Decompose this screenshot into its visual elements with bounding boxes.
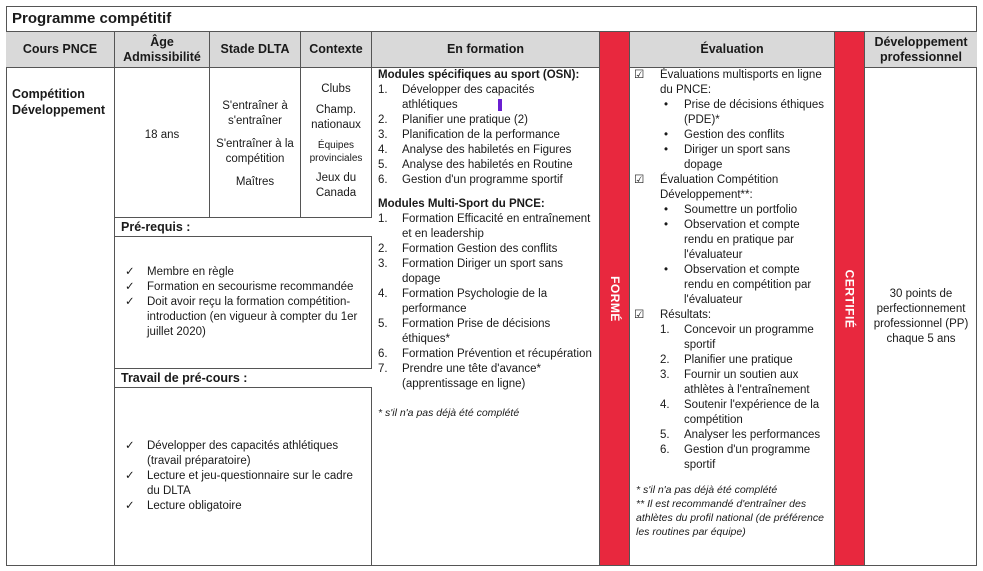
list-item: 1. Développer des capacités athlétiques — [378, 84, 535, 111]
osn-title: Modules spécifiques au sport (OSN): — [378, 69, 580, 81]
list-item: • Soumettre un portfolio — [664, 204, 798, 216]
contexte-item: Champ. nationaux — [311, 104, 361, 131]
prereq-title: Pré-requis : — [115, 218, 372, 237]
list-item: ☑ Résultats: — [634, 309, 712, 321]
age-cell — [115, 68, 210, 218]
list-item: 6. Formation Prévention et récupération — [378, 348, 592, 360]
list-item: 6. Gestion d'un programme sportif — [378, 174, 563, 186]
list-item: 5. Analyse des habiletés en Routine — [378, 159, 573, 171]
certifie-band — [835, 32, 865, 566]
check-icon: ✓ — [125, 440, 135, 452]
header-evaluation: Évaluation — [630, 32, 835, 68]
stade-item: Maîtres — [235, 176, 275, 188]
header-developpement: Développement professionnel — [865, 32, 977, 68]
list-item: 4. Soutenir l'expérience de la compétition — [660, 399, 820, 426]
list-item: 4. Analyse des habiletés en Figures — [378, 144, 572, 156]
list-item: 3. Formation Diriger un sport sans dopage — [378, 258, 564, 285]
stade-cell — [210, 68, 301, 218]
list-item: ☑ Évaluations multisports en ligne du PNCE: — [634, 69, 822, 96]
header-stade: Stade DLTA — [210, 32, 301, 68]
list-item: 3. Planification de la performance — [378, 129, 560, 141]
list-item: 4. Formation Psychologie de la performance — [378, 288, 548, 315]
list-item: ✓ Lecture et jeu-questionnaire sur le cadre du DLTA — [125, 470, 353, 497]
cours-name: Compétition Développement — [12, 87, 106, 117]
evaluation-note-1: * s'il n'a pas déjà été complété — [636, 484, 778, 496]
precours-list — [115, 388, 372, 566]
list-item: 1. Concevoir un programme sportif — [660, 324, 814, 351]
list-item: 5. Analyser les performances — [660, 429, 821, 441]
list-item: ✓ Membre en règle — [125, 266, 234, 278]
header-contexte: Contexte — [301, 32, 372, 68]
list-item: • Gestion des conflits — [664, 129, 785, 141]
checkbox-icon: ☑ — [634, 69, 645, 81]
header-age: Âge Admissibilité — [115, 32, 210, 68]
check-icon: ✓ — [125, 500, 135, 512]
text-cursor-icon — [498, 99, 502, 111]
list-item: ✓ Formation en secourisme recommandée — [125, 281, 354, 293]
list-item: • Diriger un sport sans dopage — [664, 144, 791, 171]
age-value: 18 ans — [144, 129, 180, 141]
list-item: 5. Formation Prise de décisions éthiques* — [378, 318, 551, 345]
list-item: ☑ Évaluation Compétition Développement**: — [634, 174, 779, 201]
list-item: • Prise de décisions éthiques (PDE)* — [664, 99, 824, 126]
formation-cell — [372, 68, 600, 566]
prereq-list — [115, 237, 372, 369]
cours-cell — [6, 68, 115, 566]
pd-text: 30 points de perfectionnement professionnel (PP) chaque 5 ans — [873, 288, 969, 345]
contexte-item: Clubs — [321, 83, 351, 95]
check-icon: ✓ — [125, 470, 135, 482]
list-item: 2. Planifier une pratique (2) — [378, 114, 528, 126]
header-formation: En formation — [372, 32, 600, 68]
evaluation-cell — [630, 68, 835, 566]
check-icon: ✓ — [125, 296, 135, 308]
forme-band — [600, 32, 630, 566]
check-icon: ✓ — [125, 281, 135, 293]
page-title: Programme compétitif — [6, 6, 977, 32]
check-icon: ✓ — [125, 266, 135, 278]
list-item: ✓ Développer des capacités athlétiques (travail préparatoire) — [125, 440, 339, 467]
list-item: 2. Planifier une pratique — [660, 354, 793, 366]
stade-item: S'entraîner à la compétition — [216, 138, 294, 165]
list-item: 1. Formation Efficacité en entraînement et en leadership — [378, 213, 591, 240]
list-item: 3. Fournir un soutien aux athlètes à l'entraînement — [660, 369, 810, 396]
evaluation-note-2: ** Il est recommandé d'entraîner des athlètes du profil national (de préférence les routines par équipe) — [636, 498, 824, 538]
pd-cell — [865, 68, 977, 566]
contexte-cell — [301, 68, 372, 218]
list-item: 7. Prendre une tête d'avance* (apprentissage en ligne) — [378, 363, 542, 390]
stade-item: S'entraîner à s'entraîner — [222, 100, 288, 127]
list-item: • Observation et compte rendu en pratique par l'évaluateur — [664, 219, 800, 261]
contexte-item: Jeux du Canada — [315, 172, 357, 199]
header-cours: Cours PNCE — [6, 32, 115, 68]
formation-note: * s'il n'a pas déjà été complété — [378, 407, 520, 419]
checkbox-icon: ☑ — [634, 309, 645, 321]
list-item: 6. Gestion d'un programme sportif — [660, 444, 811, 471]
checkbox-icon: ☑ — [634, 174, 645, 186]
list-item: • Observation et compte rendu en compétition par l'évaluateur — [664, 264, 812, 306]
list-item: ✓ Lecture obligatoire — [125, 500, 242, 512]
certifie-label: CERTIFIÉ — [842, 269, 857, 328]
forme-label: FORMÉ — [607, 275, 622, 322]
list-item: ✓ Doit avoir reçu la formation compétition-introduction (en vigueur à compter du 1er juillet 2020) — [125, 296, 358, 338]
list-item: 2. Formation Gestion des conflits — [378, 243, 558, 255]
contexte-item: Équipes provinciales — [309, 140, 363, 164]
precours-title: Travail de pré-cours : — [115, 369, 372, 388]
multi-title: Modules Multi-Sport du PNCE: — [378, 198, 545, 210]
